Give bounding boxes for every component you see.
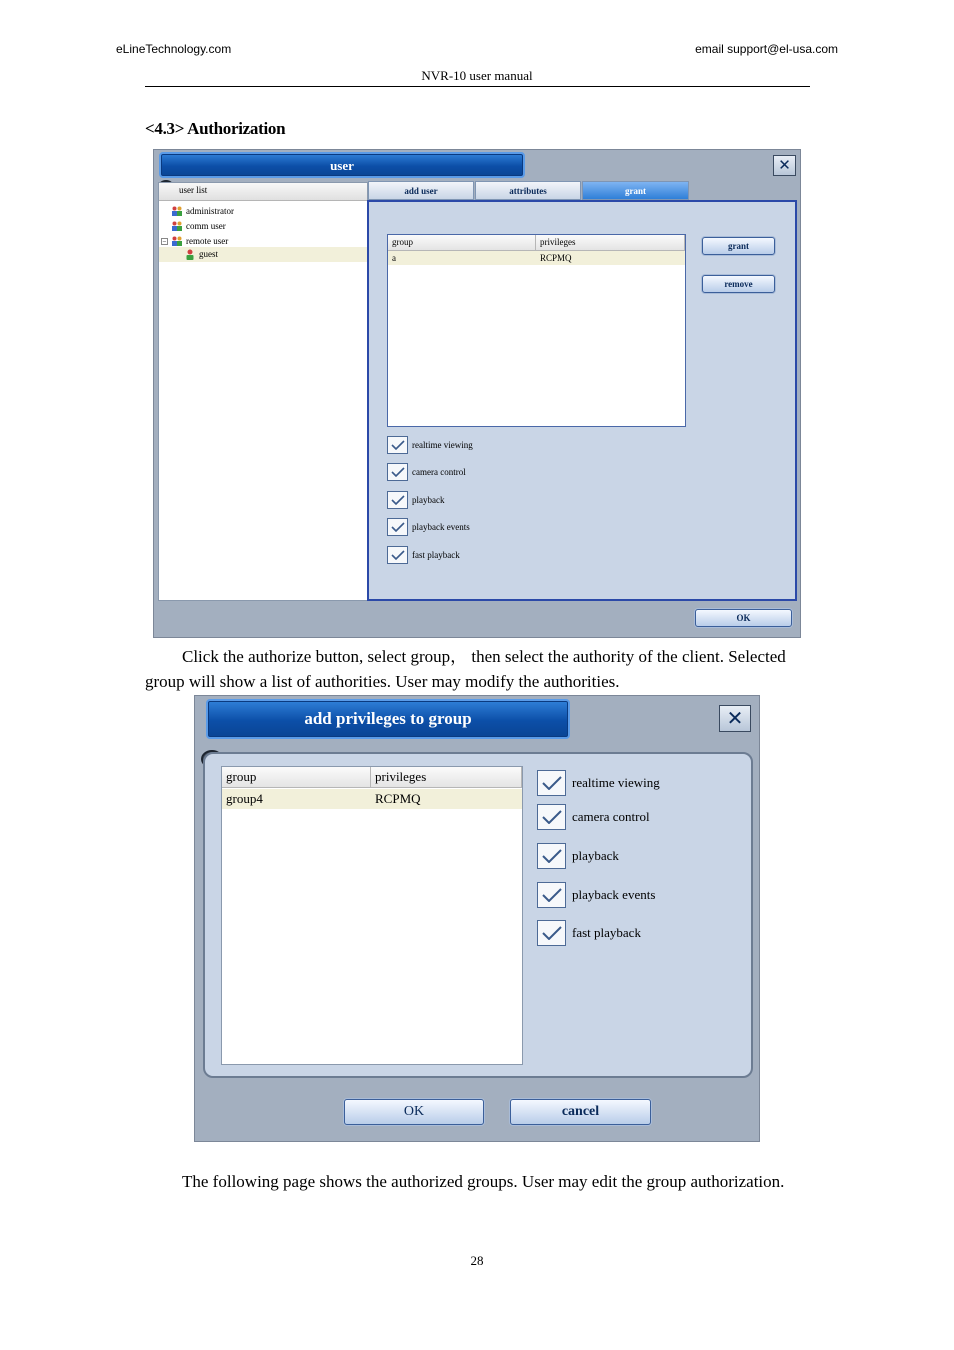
checkbox-label: camera control [412,467,466,477]
checkbox-label: playback [412,495,445,505]
table-row[interactable] [388,251,685,265]
check-icon[interactable] [387,436,408,454]
ok-button[interactable]: OK [344,1099,484,1125]
check-icon[interactable] [537,843,566,869]
tree-item-administrator[interactable] [171,204,234,218]
remove-button[interactable]: remove [702,275,775,293]
tab-attributes[interactable]: attributes [475,181,581,200]
tree-item-label: guest [199,249,218,259]
check-icon[interactable] [537,882,566,908]
checkbox-label: camera control [572,809,650,824]
checkbox-camera-control[interactable] [537,804,650,830]
tab-bar [368,181,690,200]
checkbox-playback[interactable] [387,491,444,509]
user-tree-header [159,183,367,201]
check-icon[interactable] [387,518,408,536]
check-icon[interactable] [537,920,566,946]
check-icon[interactable] [387,491,408,509]
check-icon[interactable] [387,546,408,564]
tab-grant[interactable]: grant [582,181,689,200]
table-row[interactable] [222,789,522,809]
user-tree-panel [158,182,368,601]
group-table-header [388,235,685,251]
checkbox-label: playback events [572,887,656,902]
check-icon[interactable] [387,463,408,481]
paragraph-authorized-groups: The following page shows the authorized groups. User may edit the group authorization. [182,1172,785,1191]
add-privileges-title: add privileges to group [206,699,570,739]
checkbox-realtime-viewing[interactable] [537,770,660,796]
column-header-group[interactable]: group [222,767,371,787]
column-header-privileges[interactable]: privileges [371,767,522,787]
checkbox-fast-playback[interactable] [387,546,460,564]
cell-group: group4 [226,791,263,806]
tree-item-label: comm user [186,221,226,231]
user-window [153,149,801,638]
section-title: <4.3> Authorization [145,119,286,138]
page-number: 28 [470,1253,484,1268]
group-table [387,234,686,427]
users-group-icon [171,206,183,216]
cell-privileges: RCPMQ [540,253,572,263]
checkbox-label: fast playback [412,550,460,560]
header-email: email support@el-usa.com [695,42,838,56]
paragraph-authorize: Click the authorize button, select group， then select the authority of the client. Selected group will show a list of authorities. User may modify the authorities. [145,647,786,691]
header-manual-title: NVR-10 user manual [421,68,533,83]
user-tree-header-label: user list [179,185,208,195]
checkbox-playback[interactable] [537,843,619,869]
tab-add-user[interactable]: add user [368,181,474,200]
close-icon[interactable]: ✕ [719,705,751,732]
cancel-button[interactable]: cancel [510,1099,651,1125]
group-table [221,766,523,1065]
checkbox-fast-playback[interactable] [537,920,641,946]
header-site: eLineTechnology.com [116,42,232,56]
close-icon[interactable]: ✕ [773,155,796,176]
add-privileges-window [194,695,760,1142]
column-header-privileges[interactable]: privileges [536,235,685,250]
tree-item-guest[interactable] [159,247,367,262]
cell-group: a [392,253,396,263]
users-group-icon [171,236,183,246]
checkbox-realtime-viewing[interactable] [387,436,473,454]
checkbox-label: fast playback [572,925,641,940]
check-icon[interactable] [537,770,566,796]
group-table-header [222,767,522,788]
checkbox-label: realtime viewing [412,440,473,450]
collapse-toggle-icon[interactable]: − [162,237,167,246]
privileges-panel [203,752,753,1078]
header-rule [145,86,810,87]
checkbox-label: realtime viewing [572,775,660,790]
tree-item-label: remote user [186,236,229,246]
grant-button[interactable]: grant [702,237,775,255]
grant-panel [367,200,797,601]
checkbox-camera-control[interactable] [387,463,466,481]
users-group-icon [171,221,183,231]
user-window-title: user [159,152,525,178]
checkbox-label: playback [572,848,619,863]
tree-item-label: administrator [186,206,234,216]
checkbox-playback-events[interactable] [387,518,470,536]
user-icon [185,249,195,260]
checkbox-playback-events[interactable] [537,882,655,908]
check-icon[interactable] [537,804,566,830]
tree-item-remote-user[interactable] [161,234,228,248]
tree-item-comm-user[interactable] [171,219,226,233]
cell-privileges: RCPMQ [375,791,421,806]
checkbox-label: playback events [412,522,470,532]
column-header-group[interactable]: group [388,235,536,250]
ok-button[interactable]: OK [695,609,792,627]
